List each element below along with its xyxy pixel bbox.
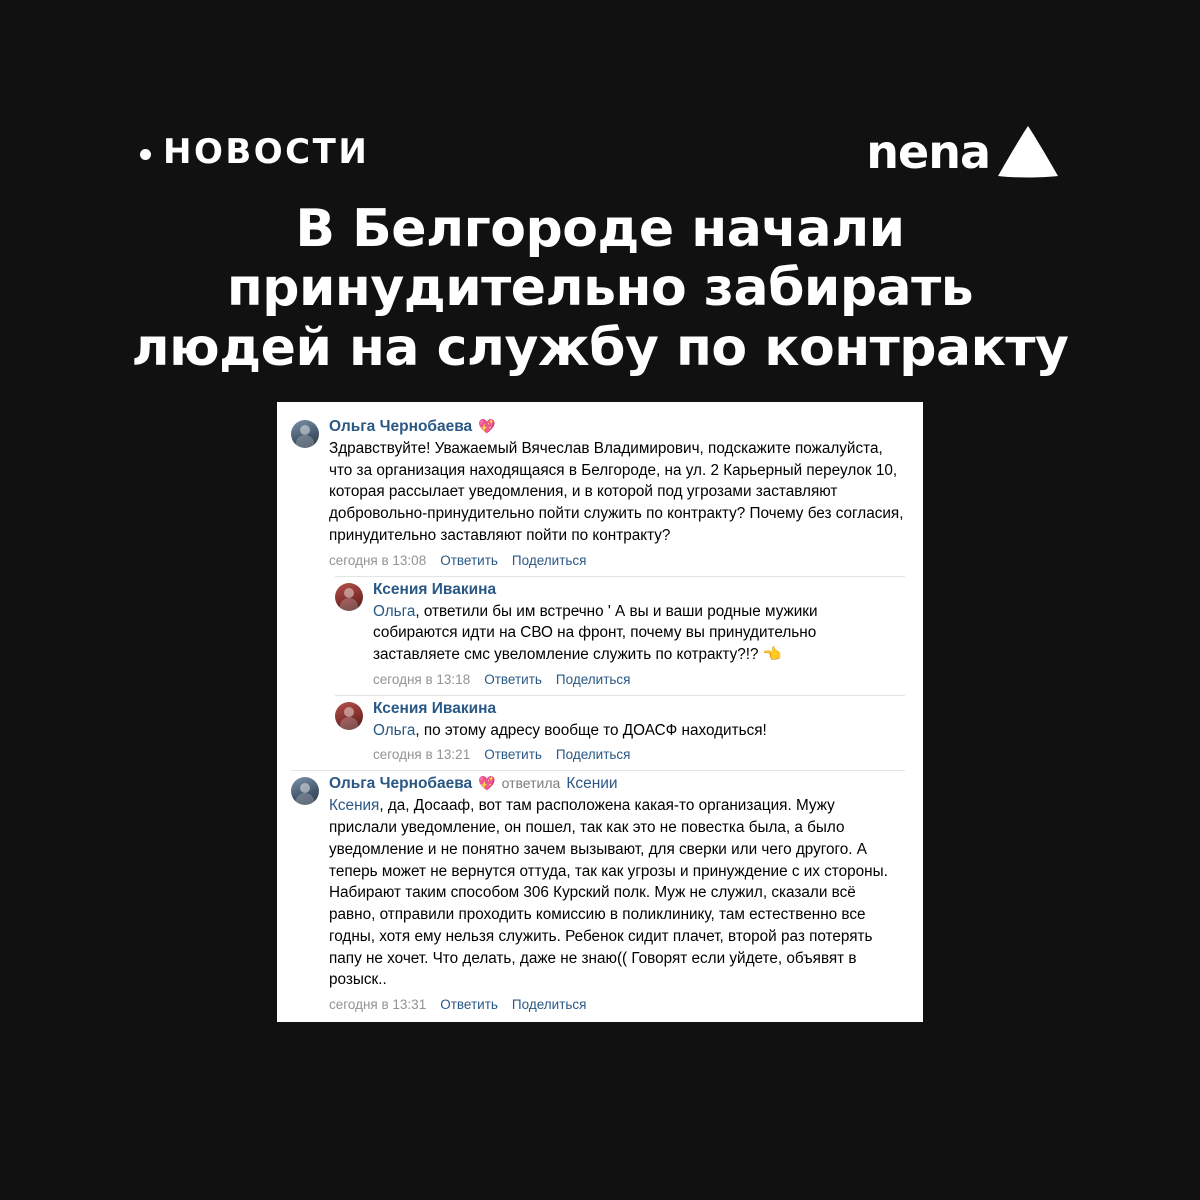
comment-item: [335, 579, 905, 687]
comment-text-rest: , по этому адресу вообще то ДОАСФ находиться!: [415, 721, 767, 739]
comment-item: [291, 416, 905, 568]
brand-logo: [866, 124, 1060, 180]
divider: [335, 576, 905, 577]
comment-body: [373, 581, 905, 687]
page-title: [90, 200, 1110, 378]
reply-prefix: ответила: [501, 775, 561, 792]
comment-text-rest: , ответили бы им встречно ' А вы и ваши родные мужики собираются идти на СВО на фронт, почему вы принудительно заставляете смс увеломление служить по котракту?!? 👈: [373, 602, 818, 664]
share-button[interactable]: Поделиться: [555, 747, 631, 763]
divider: [291, 770, 905, 771]
comment-text: [329, 795, 905, 990]
avatar[interactable]: [335, 702, 363, 730]
comment-header: [329, 418, 905, 436]
mention-link[interactable]: Ольга: [373, 602, 416, 620]
mention-link[interactable]: Ольга: [373, 721, 416, 739]
share-button[interactable]: Поделиться: [511, 552, 587, 568]
comment-text: Здравствуйте! Уважаемый Вячеслав Владимирович, подскажите пожалуйста, что за организация находящаяся в Белгороде, на ул. 2 Карьерный переулок 10, которая рассылает уведомления, и в которой под угрозами заставляют добровольно-принудительно пойти служить по контракту? Почему без согласия, принудительно заставляют пойти по контракту?: [329, 440, 904, 544]
comment-text-rest: , да, Досааф, вот там расположена какая-то организация. Мужу прислали уведомление, он пошел, так как это не повестка была, а было уведомление и не понятно зачем вызывают, для сверки или чего другого. А теперь может не вернутся оттуда, так как угрозы и принуждение с их стороны. Набирают таким способом 306 Курский полк. Муж не служил, сказали всё равно, отправили проходить комиссию в поликлинику, там естественно все годны, хотя ему нельзя служить. Ребенок сидит плачет, второй раз потерять папу не хочет. Что делать, даже не знаю(( Говорят если уйдете, объявят в розыск..: [329, 797, 888, 989]
header: [140, 120, 1060, 184]
comment-author[interactable]: Ксения Ивакина: [373, 580, 497, 598]
heart-icon: 💖: [478, 418, 496, 434]
comment-text: [373, 601, 905, 666]
comment-meta: [329, 553, 905, 568]
avatar[interactable]: [291, 777, 319, 805]
comment-meta: [373, 747, 905, 762]
comment-time: сегодня в 13:31: [329, 996, 427, 1012]
comment-meta: [373, 672, 905, 687]
comment-body: [329, 418, 905, 568]
comment-item: [291, 773, 905, 1011]
reply-button[interactable]: Ответить: [484, 747, 542, 763]
comment-text: [373, 720, 905, 742]
comment-body: [329, 775, 905, 1011]
comment-time: сегодня в 13:08: [329, 552, 427, 568]
comment-meta: [329, 997, 905, 1012]
avatar[interactable]: [291, 420, 319, 448]
comment-author[interactable]: Ольга Чернобаева: [329, 775, 473, 793]
reply-button[interactable]: Ответить: [484, 671, 542, 687]
heart-icon: 💖: [478, 775, 496, 792]
comment-header: [329, 775, 905, 793]
title-line-3: людей на службу по контракту: [131, 317, 1069, 378]
comment-time: сегодня в 13:21: [373, 747, 471, 763]
comment-author[interactable]: Ксения Ивакина: [373, 699, 497, 717]
share-button[interactable]: Поделиться: [555, 671, 631, 687]
bullet-dot-icon: [140, 149, 151, 160]
comment-time: сегодня в 13:18: [373, 671, 471, 687]
reply-target[interactable]: Ксении: [566, 775, 618, 793]
comments-screenshot-card: [277, 402, 923, 1022]
divider: [335, 695, 905, 696]
logo-wordmark: nena: [866, 125, 990, 179]
reply-button[interactable]: Ответить: [440, 996, 498, 1012]
triangle-mark-icon: [996, 124, 1060, 180]
comment-header: [373, 581, 905, 599]
brand-label: НОВОСТИ: [163, 132, 370, 172]
comment-header: [373, 700, 905, 718]
avatar[interactable]: [335, 583, 363, 611]
mention-link[interactable]: Ксения: [329, 797, 380, 815]
comment-author[interactable]: Ольга Чернобаева: [329, 418, 473, 435]
comment-item: [335, 698, 905, 763]
share-button[interactable]: Поделиться: [511, 996, 587, 1012]
title-line-1: В Белгороде начали: [295, 199, 905, 259]
title-line-2: принудительно забирать: [226, 258, 974, 319]
brand-news: [140, 132, 369, 172]
comment-body: [373, 700, 905, 763]
reply-button[interactable]: Ответить: [440, 552, 498, 568]
